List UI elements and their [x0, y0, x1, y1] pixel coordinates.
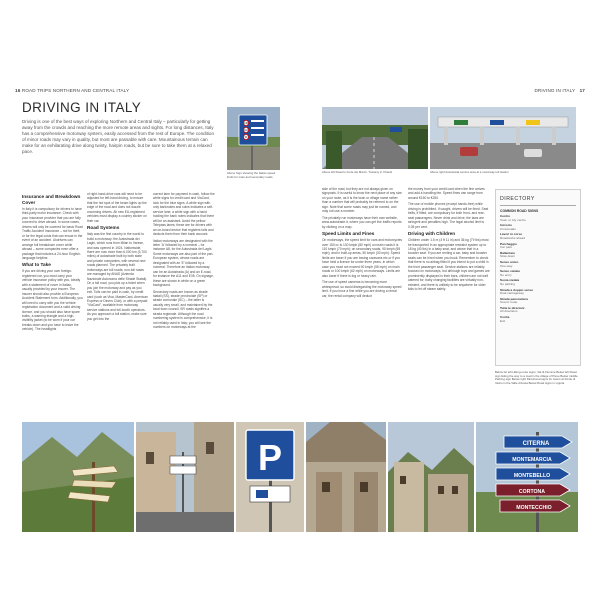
- road-to-forte-photo: [322, 107, 428, 169]
- sign-english: Car park: [500, 245, 512, 250]
- directory-item: [500, 316, 576, 323]
- body-column-1: [22, 192, 83, 418]
- sign-english: One-way: [500, 263, 513, 268]
- body-column-5: [408, 187, 490, 418]
- directory-item: [500, 307, 576, 314]
- hiking-signs-photo: [22, 422, 134, 532]
- directory-item: [500, 289, 576, 296]
- sign-cortona-text: CORTONA: [518, 489, 546, 495]
- directory-item: [500, 243, 576, 250]
- sign-english: All directions: [500, 309, 518, 314]
- body-column-3: [153, 192, 215, 418]
- caption-road-forte: Above left Road to Forte dei Marmi, Tuscany in Chianti: [322, 170, 393, 174]
- sign-citerna-text: CITERNA: [522, 441, 550, 447]
- directory-item: [500, 298, 576, 305]
- limit-90-text: 90: [244, 136, 248, 139]
- left-page-number: 16: [15, 88, 21, 93]
- sign-italian: Uscita: [500, 315, 510, 320]
- directory-item: [500, 261, 576, 268]
- sign-italian: Senso unico: [500, 259, 519, 264]
- directional-signs-photo: [306, 422, 386, 532]
- sign-italian: Senso vietato: [500, 269, 521, 274]
- sign-italian: Strada panoramica: [500, 296, 528, 301]
- paragraph-mobile-phones: The use of mobile phones (except hands-free) while driving is prohibited. If caught, drivers will be fined. Seat belts, if fitted, are compulsory for both front- and rear-seat passengers. Never drink and drive; the laws are stringent and penalties high. The legal alcohol limit is 0.05 per cent.: [408, 202, 489, 229]
- body-column-4: [322, 187, 402, 418]
- sign-montemarcia-text: MONTEMARCIA: [512, 457, 552, 463]
- sign-english: Town or city centre: [500, 217, 526, 222]
- sign-english: Slow down: [500, 254, 515, 259]
- directory-item: [500, 270, 576, 277]
- paragraph-insurance: In Italy it is compulsory for drivers to have third-party motor insurance. Check with your insurance provider that you are fully covered to drive abroad. In some cases, drivers will only be covered for basic Road Traffic Accident Insurance – not for theft, or for the legal costs that can ensue in the event of an accident. Ukdrivers can arrange full breakdown cover while abroad – some companies even offer a package that includes a 24-hour English-language helpline.: [22, 207, 83, 260]
- left-running-head: [15, 88, 129, 93]
- heading-what-to-take: What to Take: [22, 262, 51, 268]
- limit-110-text: 110: [244, 129, 248, 132]
- sign-montecchio-text: MONTECCHIO: [516, 505, 552, 511]
- right-page-number: 17: [579, 88, 585, 93]
- left-running-title: ROAD TRIPS NORTHERN AND CENTRAL ITALY: [21, 88, 130, 93]
- sign-italian: Incrocio: [500, 223, 513, 228]
- caption-bottom-photos: Below far left Hiking-route signs, Val di Fiemme Below left Road sign listing the way to a road in the village of Pieve Below middle Parking sign Below right Directional signs for towns at Ponte di Vedro in the Valle d'Aosta Below Road signs in Liguria: [495, 370, 578, 385]
- caption-toll-station: Above right Autostrada service area at a motorway toll station: [430, 170, 509, 174]
- directory-item: [500, 252, 576, 259]
- directory-title: DIRECTORY: [500, 196, 576, 206]
- paragraph-toll-lanes: correct lane for payment in cash, follow the white signs for credit card and ViaCard, look for the blue signs. A white sign with only banknotes and coins indicates a self-service lane; a white sign with a hand holding the bank notes indicates that there will be an assistant. Avoid the yellow Telepass lanes; these are for drivers with an on-board device that registers tolls and deducts them from their bank account.: [153, 192, 215, 237]
- paragraph-driving-with-children: Children under 1.5 m (4 ft 11 in) and 36 kg (79 lbs) must be transported in an appropriate restraint system up to 18 kg (40 lbs) in a baby seat, and above that in a booster seat. If you are renting a car, baby and booster seats can be hired when you book. Remember to check that there is no airbag fitted if you intend to put a child in the front passenger seat. Service stations are reliably focused on motorways, but although toys and games are prominently displayed in their bars, children are not well catered for; baby changing facilities are virtually non-existent, and there is unlikely to be anywhere for older kids to let off steam safely.: [408, 238, 490, 292]
- paragraph-traffic-reports: The privately run motorways have their own website, www.autostrade.it, where you can get live traffic reports by clicking on a map.: [322, 215, 402, 229]
- sign-english: No entry: [500, 272, 512, 277]
- intro-paragraph: Driving is one of the best ways of exploring Northern and Central Italy – particularly for getting away from the crowds and reaching the more remote areas and sights. For long distances, Italy has a comprehensive motorway system, easily accessed from the rest of Europe. The condition of minor roads may vary in quality, but most are passable with care. Mountainous terrain can make for an exhilarating drive along twisty, hairpin roads, but be sure to take them at a relaxed pace.: [22, 119, 214, 155]
- sign-english: Dual carriageway: [500, 291, 524, 296]
- directory-item: [500, 224, 576, 231]
- caption-speed-sign: Above Sign showing the Italian speed limits for main and secondary roads: [227, 171, 276, 179]
- parking-letter: P: [257, 437, 283, 478]
- paragraph-signposts: side of the road, but they are not always given on signposts. It is useful to know the next place of any size on your route, as it is the town or village name rather than a number that will probably be referred to on the sign. Note that some roads may just be named, and may not use a number.: [322, 187, 402, 214]
- limit-130-text: 130: [244, 122, 248, 125]
- toll-station-photo: [430, 107, 576, 169]
- sign-english: No parking: [500, 281, 515, 286]
- sign-english: Roadworks ahead: [500, 235, 525, 240]
- directory-item: [500, 233, 576, 240]
- body-column-2: [87, 192, 148, 418]
- paragraph-motorway-letters: Italian motorways are designated with the letter 'A' followed by a numeral – for instance A8, for the Autostrada dei Laghi. Some motorways are also part of the pan-European system, whose roads are designated with an 'E' followed by a numeral. Therefore an Italian motorway can be an Autostrada (A) and an E-road, for instance the A11 and E35. On signage, these are shown in white on a green background.: [153, 238, 214, 288]
- parking-sign-photo: [236, 422, 304, 532]
- heading-driving-with-children: Driving with Children: [408, 231, 456, 237]
- paragraph-headlights: of right-hand-drive cars will need to be adjusted for left-hand driving, to ensure that the hot spot of the beam lights up the edge of the road and does not dazzle oncoming drivers. All new EU-registered vehicles must display a country sticker on their car.: [87, 192, 147, 223]
- paragraph-road-systems: Italy was the first country in the world to build a motorway: the Autostrada dei Laghi, which runs from Milan to Varese, and was opened in 1924. Nationwide, there are now more than 6,000 km (3,700 miles) of autostrade built by both state and private companies, with several new roads planned. The privately built motorways are toll roads; non-toll roads are managed by ANAS (Azienda Nazionale Autonoma delle Strade Statali). On a toll road, you pick up a ticket when you join the motorway and pay as you exit. Tolls can be paid in cash, by credit card (such as Visa, MasterCard, American Express or Diners Club), or with a prepaid "ViaCard", available from motorway service stations and toll-booth operators. As you approach a toll station, make sure you get into the: [87, 232, 148, 321]
- sign-english: Exit: [500, 318, 506, 323]
- heading-insurance: Insurance and Breakdown Cover: [22, 194, 81, 205]
- directory-subtitle: COMMON ROAD SIGNS: [500, 209, 539, 213]
- directory-box: [495, 189, 581, 366]
- liguria-road-signs-photo: [476, 422, 578, 532]
- sign-italian: Lavori in corso: [500, 232, 523, 237]
- sign-italian: Sosta vietata: [500, 278, 520, 283]
- heading-speed-limits: Speed Limits and Fines: [322, 231, 375, 237]
- directory-item: [500, 215, 576, 222]
- sign-italian: Parcheggio: [500, 241, 517, 246]
- village-road-sign-photo: [136, 422, 234, 532]
- sign-montebello-text: MONTEBELLO: [513, 473, 551, 479]
- directory-item: [500, 279, 576, 286]
- sign-italian: Tutte le direzioni: [500, 305, 525, 310]
- right-running-title: DRIVING IN ITALY: [534, 88, 576, 93]
- paragraph-speed-cameras: The use of speed cameras is becoming more widespread, so avoid disregarding the motorway speed limit. If you incur a fine while you are driving a rental car, the rental company will deduct: [322, 280, 402, 298]
- sign-italian: Centro: [500, 214, 510, 218]
- sign-english: Crossroads: [500, 226, 516, 231]
- sign-italian: Strada a doppio senso: [500, 287, 534, 292]
- paragraph-speed-limits: On motorways, the speed limit for cars and motorcycles over 150 cc is 130 kmph (80 mph) on main roads it is 110 kmph (70 mph); on secondary roads, 90 kmph (55 mph); and in built-up areas, 50 kmph (30 mph). Speed limits are lower if you are towing caravans etc or if you have held a licence for under three years, in which case you must not exceed 90 kmph (55 mph) on main roads or 100 kmph (62 mph) on motorways. Limits are also lower if there is fog or heavy rain.: [322, 238, 402, 278]
- right-running-head: [534, 88, 585, 93]
- heading-road-systems: Road Systems: [87, 225, 120, 231]
- aosta-valley-photo: [388, 422, 474, 532]
- sign-italian: Rallentare: [500, 250, 515, 255]
- paragraph-secondary-roads: Secondary roads are known as strade statali (SS), strade provinciale (SP) or strade comunale (SC) – the latter is usually very small, and maintained by the local town council. SR roads signifies a strada regionale. Although the road numbering system is comprehensive, it is not reliably used in Italy; you will see the numbers on motorways at the: [153, 289, 213, 330]
- sign-english: Scenic route: [500, 300, 518, 305]
- speed-limit-sign-photo: [227, 107, 280, 170]
- paragraph-what-to-take: If you are driving your own foreign-registered car, you must carry your vehicle insurance policy with you, ideally with a statement of cover in Italian, usually provided by your insurer. The insurer should also provide a European Accident Statement form. Additionally, you will need to carry with you the vehicle registration document and a valid driving licence, and you should also have spare bulbs, a warning triangle and a high-visibility jacket (to be worn if your car breaks down and you have to leave the vehicle). The headlights: [22, 269, 83, 332]
- paragraph-fines: the money from your credit card when the fine arrives and add a handling fee. Speed fines can range from around €150 to €250.: [408, 187, 485, 200]
- page-title: DRIVING IN ITALY: [22, 100, 142, 115]
